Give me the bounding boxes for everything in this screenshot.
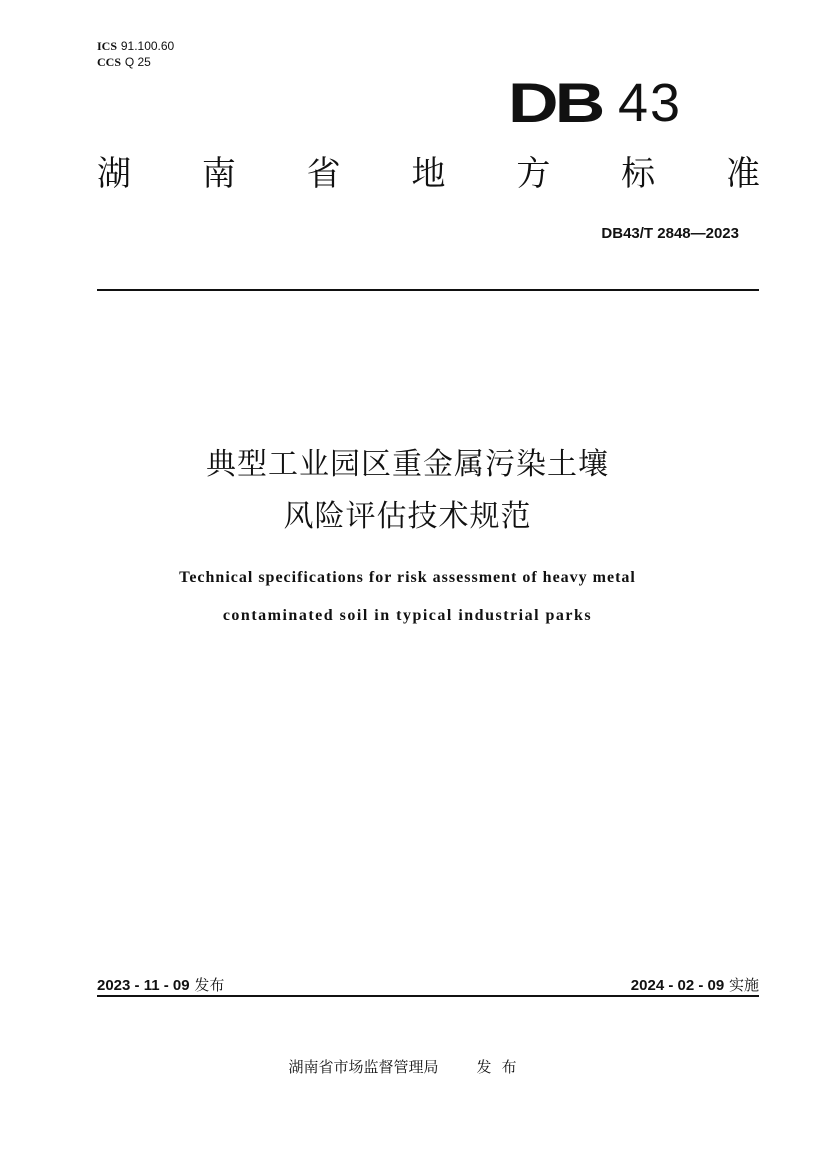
issue-word: 发布 <box>194 976 225 994</box>
publisher-action: 发布 <box>476 1058 527 1076</box>
title-cn-line2: 风险评估技术规范 <box>283 499 532 534</box>
standard-type-char: 南 <box>201 154 236 194</box>
top-divider <box>97 289 759 291</box>
title-cn-line1: 典型工业园区重金属污染土壤 <box>206 447 609 482</box>
issue-date: 2023 - 11 - 09 <box>97 977 190 994</box>
implement-date-block <box>631 974 759 997</box>
standard-code: DB43/T 2848—2023 <box>601 225 739 242</box>
ics-value: 91.100.60 <box>120 39 175 53</box>
standard-type-char: 方 <box>516 154 551 194</box>
ics-row <box>97 38 174 54</box>
ccs-value: Q 25 <box>124 55 151 69</box>
implement-word: 实施 <box>728 976 759 994</box>
standard-type-char: 准 <box>725 154 760 194</box>
title-en-line1: Technical specifications for risk assessment of heavy metal <box>179 569 636 586</box>
implement-date: 2024 - 02 - 09 <box>630 977 725 994</box>
ccs-label: CCS <box>97 55 122 69</box>
standard-logo <box>508 72 682 134</box>
ccs-row <box>97 54 174 70</box>
standard-type-heading <box>97 150 760 198</box>
issue-date-block <box>97 974 224 997</box>
title-en-line2: contaminated soil in typical industrial parks <box>222 607 593 624</box>
standard-type-char: 标 <box>621 154 656 194</box>
publisher-name: 湖南省市场监督管理局 <box>288 1058 439 1076</box>
logo-number: 43 <box>618 73 683 133</box>
logo-prefix: DB <box>508 71 602 134</box>
ics-label: ICS <box>97 39 118 53</box>
standard-type-char: 省 <box>306 154 341 194</box>
standard-type-char: 湖 <box>97 154 131 194</box>
bottom-divider <box>97 995 759 997</box>
standard-type-char: 地 <box>411 154 446 194</box>
classification-codes <box>97 38 174 70</box>
publisher-line <box>0 1056 815 1078</box>
